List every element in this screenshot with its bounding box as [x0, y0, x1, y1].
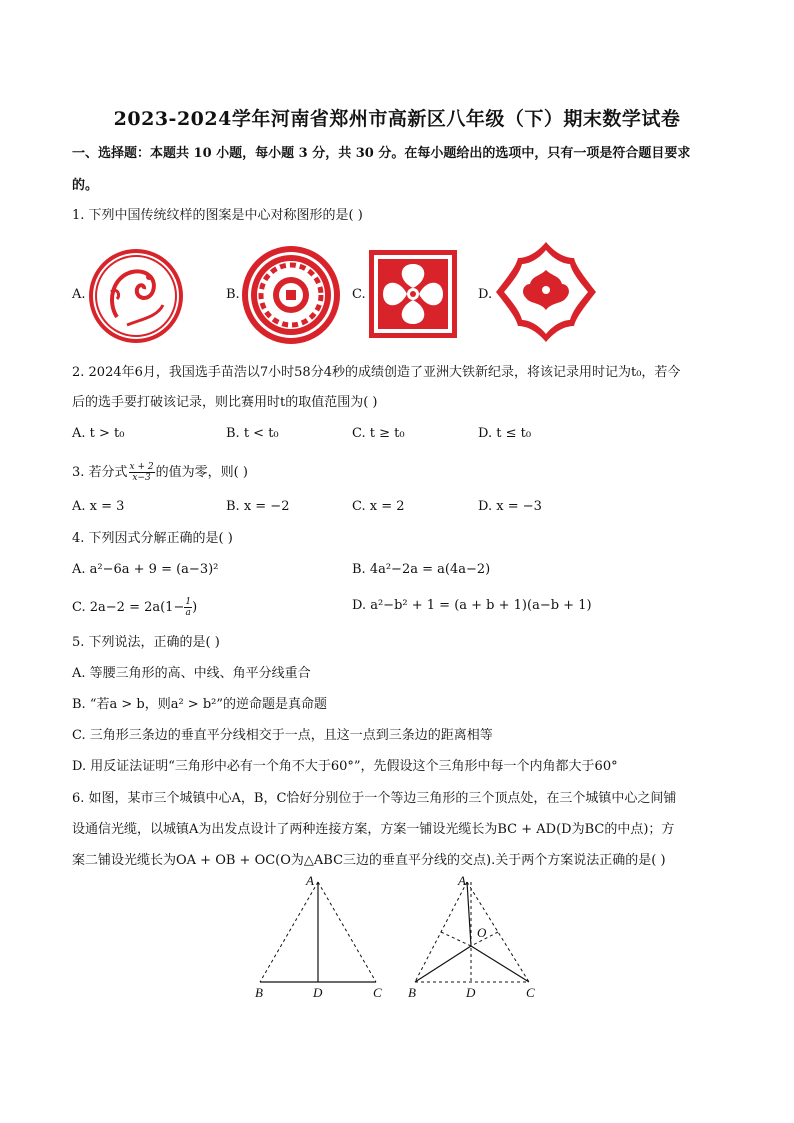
q4-option-c-numerator: 1 [185, 597, 192, 607]
fig2-label-a: A [458, 873, 466, 888]
q1-option-a-pattern [87, 247, 185, 345]
fig2-perp-bisector-ab [441, 932, 471, 946]
q5-option-b: B. “若a > b，则a² > b²”的逆命题是真命题 [72, 697, 327, 712]
q2-option-b: B. t < t₀ [226, 426, 279, 441]
q2-option-d: D. t ≤ t₀ [478, 426, 532, 441]
q5-option-c: C. 三角形三条边的垂直平分线相交于一点，且这一点到三条边的距离相等 [72, 728, 493, 743]
q3-stem-pre: 3. 若分式 [72, 465, 128, 480]
q5-option-d: D. 用反证法证明“三角形中必有一个角不大于60°”，先假设这个三角形中每一个内角都大于60° [72, 759, 618, 774]
q3-option-c: C. x = 2 [352, 499, 405, 514]
fig2-label-c: C [526, 985, 535, 1000]
fig1-side-ab [260, 882, 318, 982]
q4-option-c [72, 597, 197, 618]
q1-option-b-pattern [241, 245, 341, 345]
q1-option-a-label: A. [72, 287, 86, 302]
q3-option-d: D. x = −3 [478, 499, 542, 514]
fig2-label-o: O [477, 925, 487, 940]
q3-option-a: A. x = 3 [72, 499, 125, 514]
q1-option-c-label: C. [352, 287, 366, 302]
q3-numerator: x + 2 [129, 462, 154, 472]
page-title: 2023-2024学年河南省郑州市高新区八年级（下）期末数学试卷 [113, 108, 681, 130]
fig1-side-ac [318, 882, 376, 982]
fig1-label-d: D [313, 985, 323, 1000]
section-heading-line1: 一、选择题：本题共 10 小题，每小题 3 分，共 30 分。在每小题给出的选项中，只有一项是符合题目要求 [72, 146, 691, 161]
q6-stem-line2: 设通信光缆，以城镇A为出发点设计了两种连接方案，方案一铺设光缆长为BC + AD(D为BC的中点)；方 [72, 822, 675, 837]
q4-option-c-fraction [184, 597, 192, 618]
section-heading-line2: 的。 [72, 178, 99, 193]
q1-option-b-label: B. [226, 287, 240, 302]
q4-option-b: B. 4a²−2a = a(4a−2) [352, 562, 491, 577]
q4-option-a: A. a²−6a + 9 = (a−3)² [72, 562, 219, 577]
fig1-label-b: B [255, 985, 263, 1000]
q4-stem: 4. 下列因式分解正确的是( ) [72, 531, 233, 546]
fig1-label-a: A [306, 873, 314, 888]
q2-option-c: C. t ≥ t₀ [352, 426, 405, 441]
fig1-label-c: C [373, 985, 382, 1000]
q3-fraction [129, 462, 155, 483]
q1-option-d-label: D. [478, 287, 493, 302]
q3-denominator: x−3 [132, 473, 151, 483]
q1-stem: 1. 下列中国传统纹样的图案是中心对称图形的是( ) [72, 208, 363, 223]
q3-stem-post: 的值为零，则( ) [155, 465, 248, 480]
q4-option-c-denominator: a [185, 608, 191, 618]
fig2-segment-oa [467, 882, 471, 946]
q4-option-c-pre: C. 2a−2 = 2a(1− [72, 600, 185, 615]
q1-option-c-pattern [369, 250, 457, 338]
fig2-label-b: B [408, 985, 416, 1000]
q2-option-a: A. t > t₀ [72, 426, 125, 441]
fig2-segment-ob [415, 946, 471, 982]
q3-option-b: B. x = −2 [226, 499, 290, 514]
fig2-label-d: D [466, 985, 476, 1000]
q5-stem: 5. 下列说法，正确的是( ) [72, 635, 220, 650]
q1-option-d-pattern [494, 240, 598, 344]
fig2-segment-oc [471, 946, 529, 982]
q4-option-d: D. a²−b² + 1 = (a + b + 1)(a−b + 1) [352, 598, 592, 613]
q6-stem-line1: 6. 如图，某市三个城镇中心A，B，C恰好分别位于一个等边三角形的三个顶点处，在三个城镇中心之间铺 [72, 791, 677, 806]
q3-stem [72, 462, 248, 483]
q6-stem-line3: 案二铺设光缆长为OA + OB + OC(O为△ABC三边的垂直平分线的交点).关于两个方案说法正确的是( ) [72, 853, 666, 868]
q2-stem-line2: 后的选手要打破该记录，则比赛用时t的取值范围为( ) [72, 395, 378, 410]
q4-option-c-post: ) [192, 600, 198, 615]
q2-stem-line1: 2. 2024年6月，我国选手苗浩以7小时58分4秒的成绩创造了亚洲大铁新纪录，将该记录用时记为t₀，若今 [72, 365, 681, 380]
q5-option-a: A. 等腰三角形的高、中线、角平分线重合 [72, 666, 311, 681]
